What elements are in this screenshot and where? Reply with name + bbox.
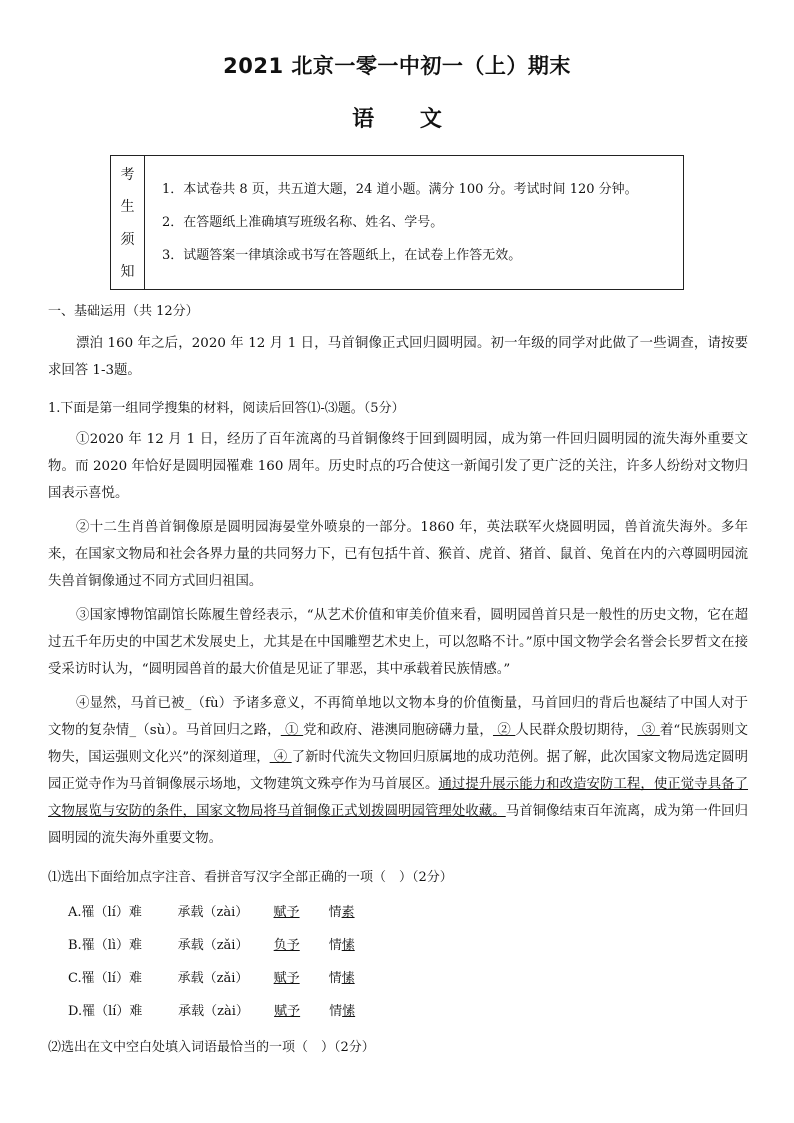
para4-text: 马首铜像结束百年流离，成为第一件回归圆明园的流失海外重要文物。: [48, 804, 749, 846]
underlined-sentence: 通过提升展示能力和改造安防工程，使正觉寺具备了文物展览与安防的条件，国家文物局将马首铜像正式划拨圆明园管理处收藏。: [48, 777, 749, 819]
notice-label-char: 知: [120, 263, 135, 280]
option-letter: A.: [68, 905, 82, 920]
material-paragraph-3: ③国家博物馆副馆长陈履生曾经表示，“从艺术价值和审美价值来看，圆明园兽首只是一般性的历史文物，它在超过五千年历史的中国艺术发展史上，尤其是在中国雕塑艺术史上，可以忽略不计。”原中国文物学会名誉会长罗哲文在接受采访时认为，“圆明园兽首的最大价值是见证了罪恶，其中承载着民族情感。”: [48, 608, 748, 677]
material-paragraph-2: ②十二生肖兽首铜像原是圆明园海晏堂外喷泉的一部分。1860 年，英法联军火烧圆明园，兽首流失海外。多年来，在国家文物局和社会各界力量的共同努力下，已有包括牛首、猴首、虎首、猪首、鼠首、兔首在内的六尊圆明园流失兽首铜像通过不同方式回归祖国。: [48, 520, 748, 589]
exam-title: 2021 北京一零一中初一（上）期末: [223, 54, 571, 78]
notice-label-char: 生: [120, 199, 135, 216]
para4-text: 人民群众殷切期待，: [515, 723, 638, 738]
section-heading: 一、基础运用（共 12分）: [48, 304, 199, 319]
option-word: 承载（zài）: [178, 1004, 249, 1019]
option-word: 素: [341, 905, 355, 920]
option-word: 赋予: [273, 905, 300, 920]
notice-item: 2．在答题纸上准确填写班级名称、姓名、学号。: [162, 215, 444, 230]
option-word: 罹（lì）难: [81, 938, 143, 953]
option-word: 情: [328, 938, 342, 953]
para4-text: 着“民族弱则文物失，国运强则文化兴”的深刻道理，: [48, 723, 749, 765]
option-word: 罹（lí）难: [81, 971, 142, 986]
option-letter: C.: [68, 971, 82, 986]
option-word: 情: [328, 971, 342, 986]
option-word: 愫: [342, 1004, 356, 1019]
option-word: 罹（lí）难: [82, 1004, 143, 1019]
blank-4: ④: [269, 750, 292, 765]
notice-label-char: 考: [120, 167, 135, 184]
option-word: 负予: [273, 938, 300, 953]
notice-label-char: 须: [120, 231, 135, 248]
subject-title: 语 文: [352, 106, 442, 132]
option-word: 承载（zǎi）: [177, 971, 249, 986]
option-c: [68, 967, 355, 986]
option-word: 罹（lí）难: [81, 905, 142, 920]
option-d: [68, 1000, 355, 1019]
blank-3: ③: [637, 723, 660, 738]
option-letter: D.: [68, 1004, 83, 1019]
question-1: 1.下面是第一组同学搜集的材料，阅读后回答⑴-⑶题。（5分）: [48, 401, 405, 416]
option-word: 愫: [341, 938, 355, 953]
para4-text: ④显然，马首已被_（fù）予诸多意义，不再简单地以文物本身的价值衡量，马首回归的背后也凝结了中国人对于文物的复杂情_（sù）。马首回归之路，: [48, 696, 748, 738]
sub-question-2: ⑵选出在文中空白处填入词语最恰当的一项（ ）（2分）: [48, 1040, 375, 1055]
section-intro: 漂泊 160 年之后，2020 年 12 月 1 日，马首铜像正式回归圆明园。初一年级的同学对此做了一些调查，请按要求回答 1-3题。: [48, 336, 748, 378]
blank-1: ①: [280, 723, 304, 738]
option-word: 赋予: [273, 971, 300, 986]
sub-question-1: ⑴选出下面给加点字注音、看拼音写汉字全部正确的一项（ ）（2分）: [48, 870, 453, 885]
option-word: 赋予: [274, 1004, 301, 1019]
material-paragraph-4: [48, 690, 748, 852]
notice-label: [111, 156, 145, 289]
option-word: 愫: [341, 971, 355, 986]
option-word: 情: [329, 1004, 343, 1019]
notice-item: 3．试题答案一律填涂或书写在答题纸上，在试卷上作答无效。: [162, 248, 522, 263]
notice-list: [162, 173, 638, 272]
option-word: 承载（zǎi）: [177, 938, 249, 953]
blank-2: ②: [492, 723, 516, 738]
option-b: [68, 934, 355, 953]
option-a: [68, 901, 355, 920]
option-word: 情: [328, 905, 342, 920]
para4-text: 党和政府、港澳同胞磅礴力量，: [303, 723, 493, 738]
material-paragraph-1: ①2020 年 12 月 1 日，经历了百年流离的马首铜像终于回到圆明园，成为第一件回归圆明园的流失海外重要文物。而 2020 年恰好是圆明园罹难 160 周年。历史时点的巧合使这一新闻引发了更广泛的关注，许多人纷纷对文物归国表示喜悦。: [48, 432, 748, 501]
notice-item: 1．本试卷共 8 页，共五道大题，24 道小题。满分 100 分。考试时间 120 分钟。: [162, 182, 638, 197]
para4-text: 了新时代流失文物回归原属地的成功范例。据了解，此次国家文物局选定圆明园正觉寺作为马首铜像展示场地，文物建筑文殊亭作为马首展区。: [48, 750, 748, 792]
candidate-notice-box: [110, 155, 684, 290]
option-letter: B.: [68, 938, 82, 953]
option-word: 承载（zài）: [177, 905, 249, 920]
